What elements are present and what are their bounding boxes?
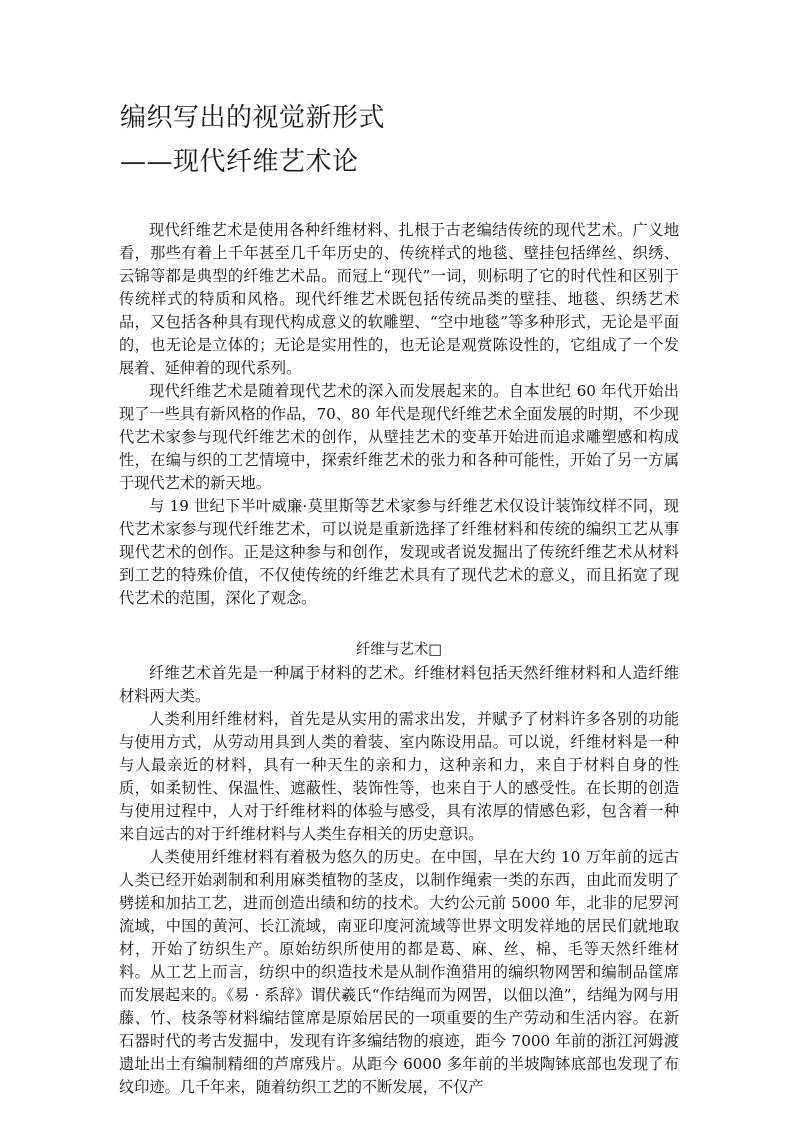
title-line-subtitle: ——现代纤维艺术论 [120, 147, 359, 177]
section-paragraph: 人类使用纤维材料有着极为悠久的历史。在中国，早在大约 10 万年前的远古人类已经开始剥制和利用麻类植物的茎皮，以制作绳索一类的东西，由此而发明了劈搓和加拈工艺，进而创造出绩和纺的技术。大约公元前 5000 年，北非的尼罗河流域，中国的黄河、长江流域，南亚印度河流域等世界文明发祥地的居民们就地取材，开始了纺织生产。原始纺织所使用的都是葛、麻、丝、棉、毛等天然纤维材料。从工艺上而言，纺织中的织造技术是从制作渔猎用的编织物网罟和编制品筐席而发展起来的。《易 · 系辞》谓伏羲氏“作结绳而为网罟，以佃以渔”，结绳为网与用藤、竹、枝条等材料编结筐席是原始居民的一项重要的生产劳动和生活内容。在新石器时代的考古发掘中，发现有许多编结物的痕迹，距今 7000 年前的浙江河姆渡遗址出土有编制精细的芦席残片。从距今 6000 多年前的半坡陶钵底部也发现了布纹印迹。几千年来，随着纺织工艺的不断发展，不仅产 [119, 848, 679, 1096]
title-line-main: 编织写出的视觉新形式 [120, 103, 386, 133]
section-paragraph: 纤维艺术首先是一种属于材料的艺术。纤维材料包括天然纤维材料和人造纤维材料两大类。 [119, 664, 679, 705]
intro-paragraph: 与 19 世纪下半叶威廉·莫里斯等艺术家参与纤维艺术仅设计装饰纹样不同，现代艺术家参与现代纤维艺术，可以说是重新选择了纤维材料和传统的编织工艺从事现代艺术的创作。正是这种参与和创作，发现或者说发掘出了传统纤维艺术从材料到工艺的特殊价值，不仅使传统的纤维艺术具有了现代艺术的意义，而且拓宽了现代艺术的范围，深化了观念。 [119, 497, 679, 607]
article-body [119, 219, 679, 1099]
section-paragraph: 人类利用纤维材料，首先是从实用的需求出发，并赋予了材料许多各别的功能与使用方式，从劳动用具到人类的着装、室内陈设用品。可以说，纤维材料是一种与人最亲近的材料，具有一种天生的亲和力，这种亲和力，来自于材料自身的性质，如柔韧性、保温性、遮蔽性、装饰性等，也来自于人的感受性。在长期的创造与使用过程中，人对于纤维材料的体验与感受，具有浓厚的情感色彩，包含着一种来自远古的对于纤维材料与人类生存相关的历史意识。 [119, 710, 679, 843]
article-title [120, 96, 680, 184]
intro-paragraph: 现代纤维艺术是使用各种纤维材料、扎根于古老编结传统的现代艺术。广义地看，那些有着上千年甚至几千年历史的、传统样式的地毯、壁挂包括缂丝、织绣、云锦等都是典型的纤维艺术品。而冠上“现代”一词，则标明了它的时代性和区别于传统样式的特质和风格。现代纤维艺术既包括传统品类的壁挂、地毯、织绣艺术品，又包括各种具有现代构成意义的软雕塑、“空中地毯”等多种形式，无论是平面的，也无论是立体的；无论是实用性的，也无论是观赏陈设性的，它组成了一个发展着、延伸着的现代系列。 [119, 221, 679, 377]
section-heading: 纤维与艺术□ [355, 642, 443, 658]
intro-paragraph: 现代纤维艺术是随着现代艺术的深入而发展起来的。自本世纪 60 年代开始出现了一些具有新风格的作品，70、80 年代是现代纤维艺术全面发展的时期，不少现代艺术家参与现代纤维艺术的创作，从壁挂艺术的变革开始进而追求雕塑感和构成性，在编与织的工艺情境中，探索纤维艺术的张力和各种可能性，开始了另一方属于现代艺术的新天地。 [119, 382, 679, 492]
